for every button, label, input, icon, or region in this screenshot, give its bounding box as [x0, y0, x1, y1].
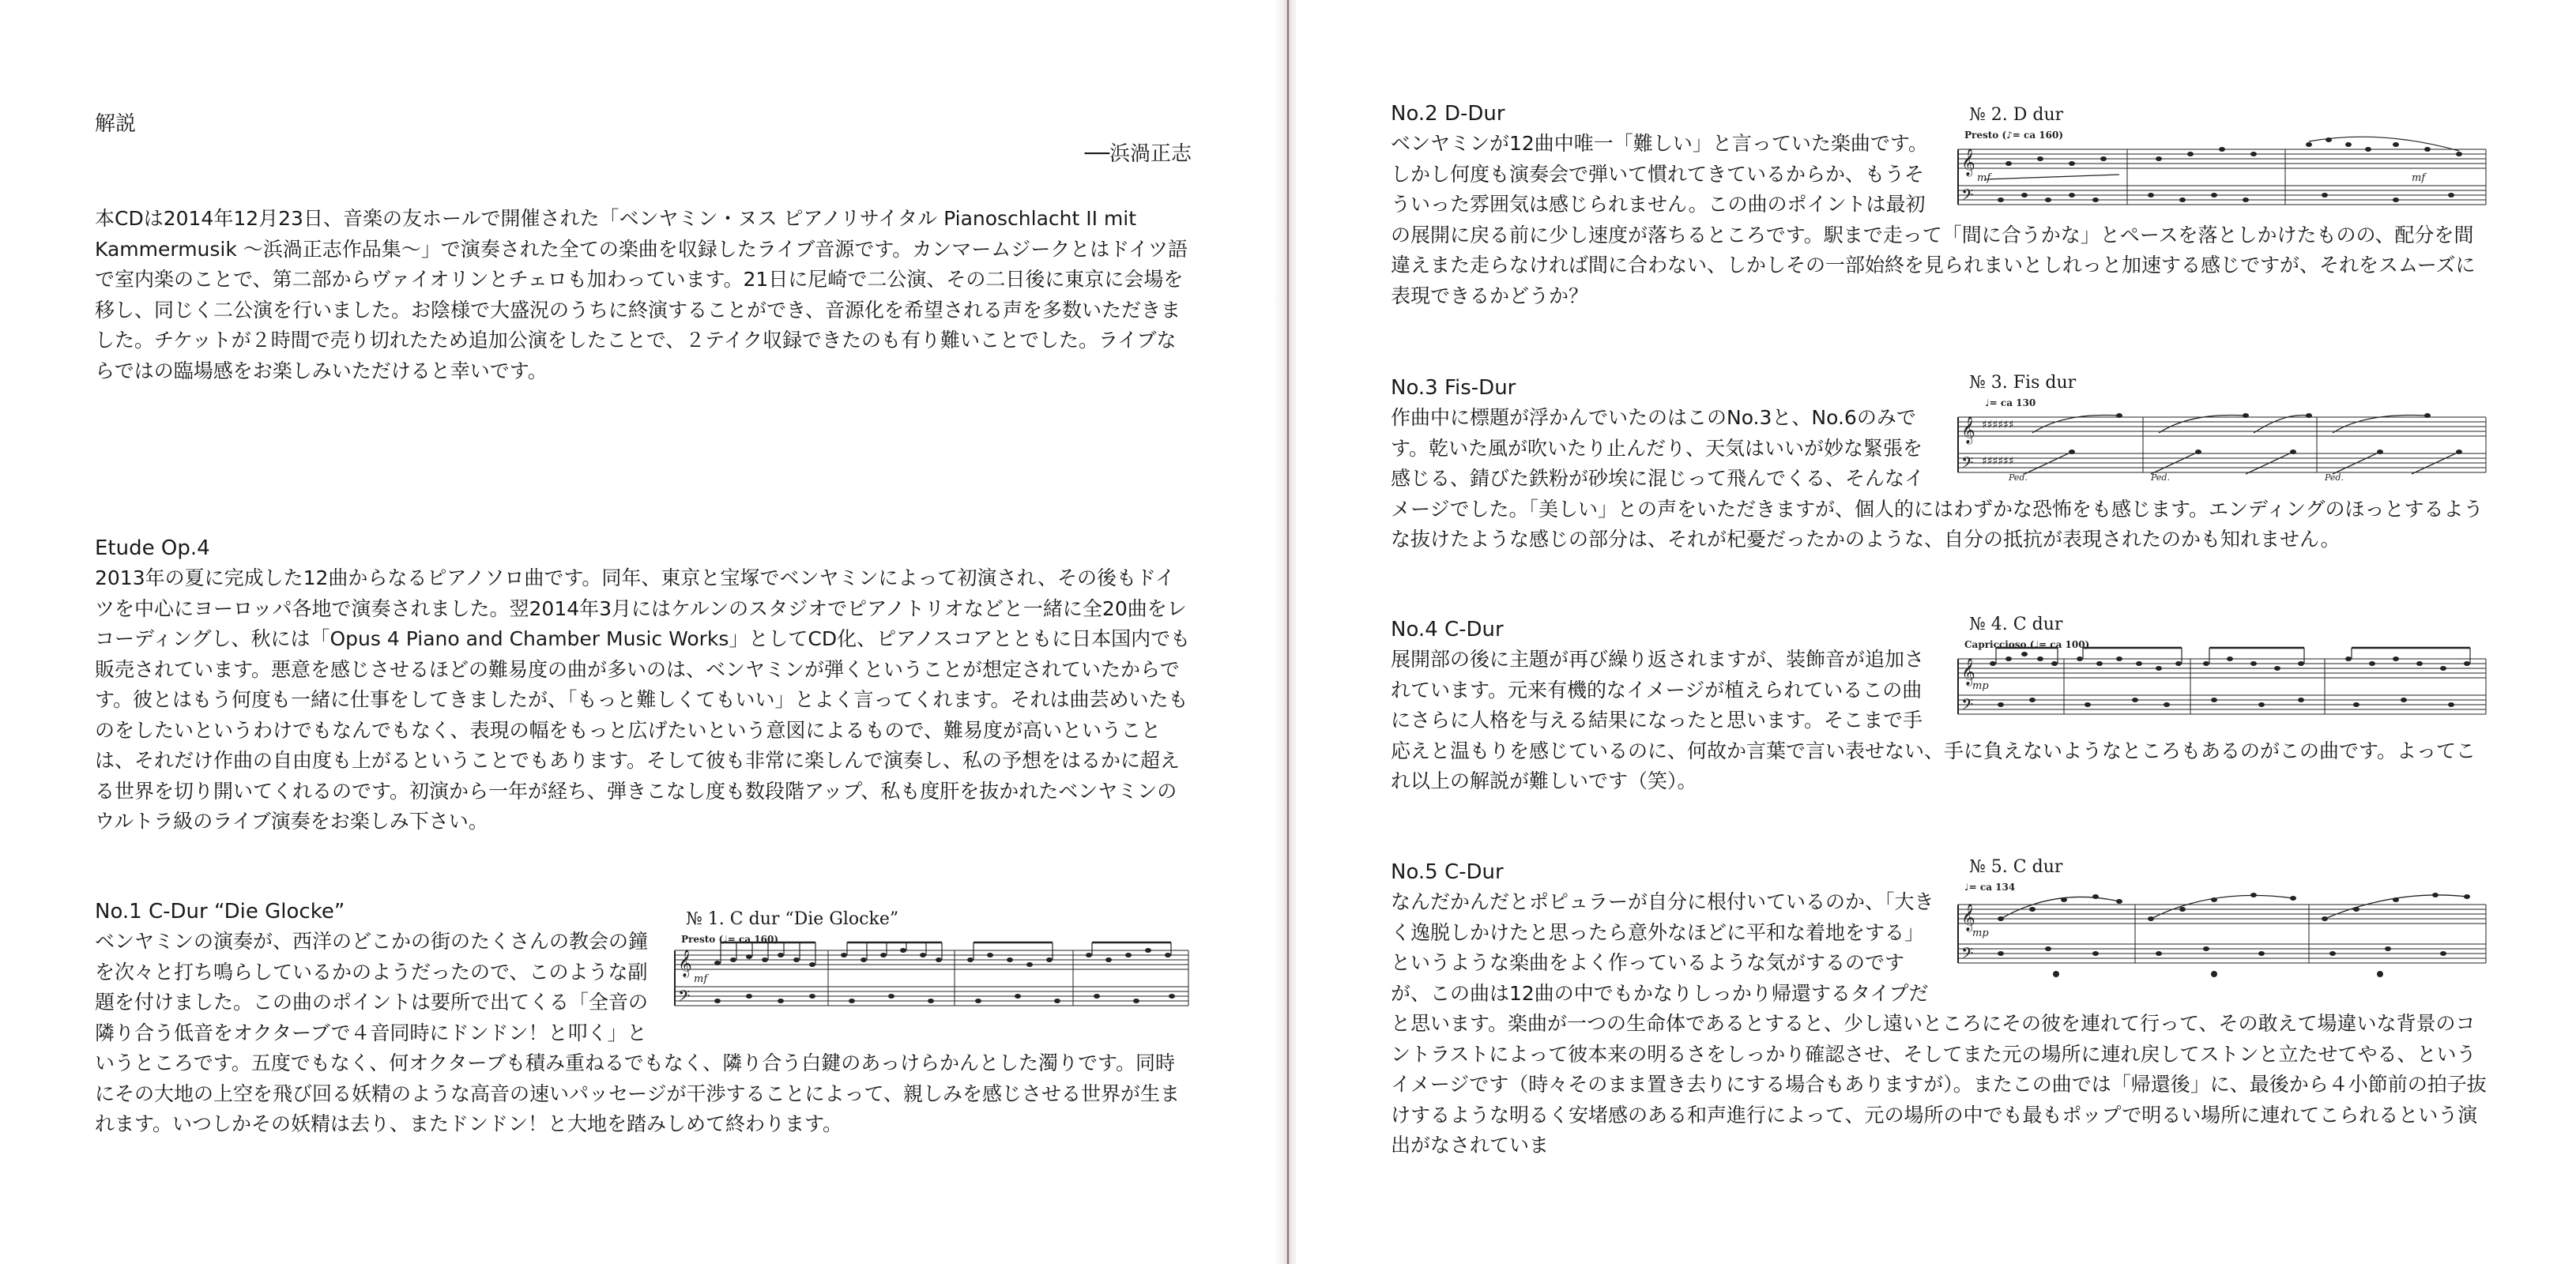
svg-text:𝄢: 𝄢 — [1961, 453, 1974, 476]
no2-music-excerpt — [1953, 127, 2489, 216]
no5-tempo-marking: ♩= ca 134 — [1964, 882, 2016, 893]
no5-music-excerpt — [1953, 879, 2489, 979]
no2-heading: No.2 D-Dur — [1391, 102, 1505, 126]
gutter-line — [1287, 0, 1289, 1264]
no2-score-title: № 2. D dur — [1969, 105, 2064, 125]
svg-text:𝄞: 𝄞 — [1961, 149, 1975, 176]
etude-title: Etude Op.4 — [95, 536, 210, 560]
no3-heading: No.3 Fis-Dur — [1391, 376, 1516, 400]
no4-music-excerpt — [1953, 637, 2489, 725]
no5-score — [1953, 857, 2489, 979]
svg-text:mf: mf — [1977, 172, 1991, 184]
intro-section — [95, 109, 1192, 386]
svg-text:♯♯♯♯♯♯: ♯♯♯♯♯♯ — [1982, 455, 2014, 468]
no5-body: なんだかんだとポピュラーが自分に根付いているのか、「大きく逸脱しかけたと思ったら意外なほどに平和な着地をする」というような楽曲をよく作っているような気がするのですが、この曲は12曲の中でもかなりしっかり帰還するタイプだと思います。楽曲が一つの生命体であるとすると、少し遠いところにその彼を連れて行って、その敢えて場違いな背景のコントラストによって彼本来の明るさをしっかり確認させ、そしてまた元の場所に連れ戻してストンと立たせてやる、というイメージです（時々そのまま置き去りにする場合もありますが）。またこの曲では「帰還後」に、最後から４小節前の拍子抜けするような明るく安堵感のある和声進行によって、元の場所の中でも最もポップで明るい場所に連れてこられるという演出がなされていま — [1391, 890, 2487, 1157]
no1-music-excerpt — [670, 931, 1192, 1018]
no4-heading: No.4 C-Dur — [1391, 618, 1504, 641]
no4-score — [1953, 615, 2489, 725]
intro-body: 本CDは2014年12月23日、音楽の友ホールで開催された「ベンヤミン・ヌス ピアノリサイタル Pianoschlacht II mit Kammermusik 〜浜渦正志作品集〜」で演奏された全ての楽曲を収録したライブ音源です。カンマームジークとはドイツ語で室内楽のことで、第二部からヴァイオリンとチェロも加わっています。21日に尼崎で二公演、その二日後に東京に会場を移し、同じく二公演を行いました。お陰様で大盛況のうちに終演することができ、音源化を希望される声を多数いただきました。チケットが２時間で売り切れたため追加公演をしたことで、２テイク収録できたのも有り難いことでした。ライブならではの臨場感をお楽しみいただけると幸いです。 — [95, 207, 1188, 382]
svg-text:Ped.: Ped. — [2009, 472, 2028, 483]
svg-text:𝄞: 𝄞 — [678, 950, 692, 977]
right-page — [1296, 0, 2576, 1264]
no3-music-excerpt — [1953, 395, 2489, 483]
no5-score-title: № 5. C dur — [1969, 857, 2063, 877]
no1-body: ベンヤミンの演奏が、西洋のどこかの街のたくさんの教会の鐘を次々と打ち鳴らしているかのようだったので、このような副題を付けました。この曲のポイントは要所で出てくる「全音の隣り合う低音をオクターブで４音同時にドンドン！と叩く」というところです。五度でもなく、何オクターブも積み重ねるでもなく、隣り合う白鍵のあっけらかんとした濁りです。同時にその大地の上空を飛び回る妖精のような高音の速いパッセージが干渉することによって、親しみを感じさせる世界が生まれます。いつしかその妖精は去り、またドンドン！と大地を踏みしめて終わります。 — [95, 930, 1181, 1135]
svg-text:mp: mp — [1972, 927, 1989, 939]
svg-text:mp: mp — [1972, 680, 1989, 692]
no3-score-title: № 3. Fis dur — [1969, 373, 2077, 393]
svg-text:𝄞: 𝄞 — [1961, 658, 1975, 686]
no2-body: ベンヤミンが12曲中唯一「難しい」と言っていた楽曲です。しかし何度も演奏会で弾いて慣れてきているからか、もうそういった雰囲気は感じられません。この曲のポイントは最初の展開に戻る前に少し速度が落ちるところです。駅まで走って「間に合うかな」とペースを落としかけたものの、配分を間違えまた走らなければ間に合わない、しかしその一部始終を見られまいとしれっと加速する感じですが、それをスムーズに表現できるかどうか？ — [1391, 132, 2476, 307]
svg-text:𝄢: 𝄢 — [1961, 695, 1974, 717]
no4-score-title: № 4. C dur — [1969, 615, 2063, 634]
no3-section — [1391, 373, 2489, 555]
svg-text:𝄞: 𝄞 — [1961, 904, 1975, 931]
svg-text:𝄞: 𝄞 — [1961, 416, 1975, 444]
no5-heading: No.5 C-Dur — [1391, 860, 1504, 884]
svg-text:♯♯♯♯♯♯: ♯♯♯♯♯♯ — [1982, 419, 2014, 431]
author-credit: ──浜渦正志 — [1084, 142, 1192, 166]
no3-tempo-marking: ♩= ca 130 — [1985, 397, 2036, 408]
svg-text:Ped.: Ped. — [2325, 472, 2344, 483]
no4-tempo-marking: Capriccioso (♩= ca 100) — [1964, 639, 2090, 650]
svg-text:mf: mf — [694, 973, 708, 985]
no2-score — [1953, 105, 2489, 216]
etude-body: 2013年の夏に完成した12曲からなるピアノソロ曲です。同年、東京と宝塚でベンヤミンによって初演され、その後もドイツを中心にヨーロッパ各地で演奏されました。翌2014年3月にはケルンのスタジオでピアノトリオなどと一緒に全20曲をレコーディングし、秋には「Opus 4 Piano and Chamber Music Works」としてCD化、ピアノスコアとともに日本国内でも販売されています。悪意を感じさせるほどの難易度の曲が多いのは、ベンヤミンが弾くということが想定されていたからです。彼とはもう何度も一緒に仕事をしてきましたが、「もっと難しくてもいい」とよく言ってくれます。それは曲芸めいたものをしたいというわけでもなんでもなく、表現の幅をもっと広げたいという意図によるもので、難易度が高いということは、それだけ作曲の自由度も上がるということでもあります。そして彼も非常に楽しんで演奏し、私の予想をはるかに超える世界を切り開いてくれるのです。初演から一年が経ち、弾きこなし度も数段階アップ、私も度肝を抜かれたベンヤミンのウルトラ級のライブ演奏をお楽しみ下さい。 — [95, 566, 1191, 833]
no2-section — [1391, 99, 2489, 311]
no3-score — [1953, 373, 2489, 483]
svg-text:𝄢: 𝄢 — [1961, 186, 1974, 208]
svg-text:Ped.: Ped. — [2151, 472, 2170, 483]
svg-text:mf: mf — [2412, 172, 2426, 184]
no1-tempo-marking: Presto (♩= ca 160) — [681, 934, 779, 945]
no4-body: 展開部の後に主題が再び繰り返されますが、装飾音が追加されています。元来有機的なイメージが植えられているこの曲にさらに人格を与える結果になったと思います。そこまで手応えと温もりを感じているのに、何故か言葉で言い表せない、手に負えないようなところもあるのがこの曲です。よってこれ以上の解説が難しいです（笑）。 — [1391, 648, 2476, 792]
intro-title: 解説 — [95, 112, 137, 136]
no5-section — [1391, 857, 2489, 1161]
no1-score — [670, 909, 1192, 1018]
no1-section — [95, 897, 1192, 1140]
no4-section — [1391, 615, 2489, 797]
no3-body: 作曲中に標題が浮かんでいたのはこのNo.3と、No.6のみです。乾いた風が吹いたり止んだり、天気はいいが妙な緊張を感じる、錆びた鉄粉が砂埃に混じって飛んでくる、そんなイメージでした。「美しい」との声をいただきますが、個人的にはわずかな恐怖をも感じます。エンディングのほっとするような抜けたような感じの部分は、それが杞憂だったかのような、自分の抵抗が表現されたのかも知れません。 — [1391, 406, 2484, 551]
no1-heading: No.1 C-Dur “Die Glocke” — [95, 900, 345, 924]
etude-section — [95, 533, 1192, 837]
left-page — [0, 0, 1280, 1264]
no2-tempo-marking: Presto (♪= ca 160) — [1964, 130, 2064, 141]
no1-score-title: № 1. C dur “Die Glocke” — [686, 909, 899, 929]
svg-text:𝄢: 𝄢 — [1961, 944, 1974, 966]
svg-text:𝄢: 𝄢 — [678, 987, 691, 1009]
